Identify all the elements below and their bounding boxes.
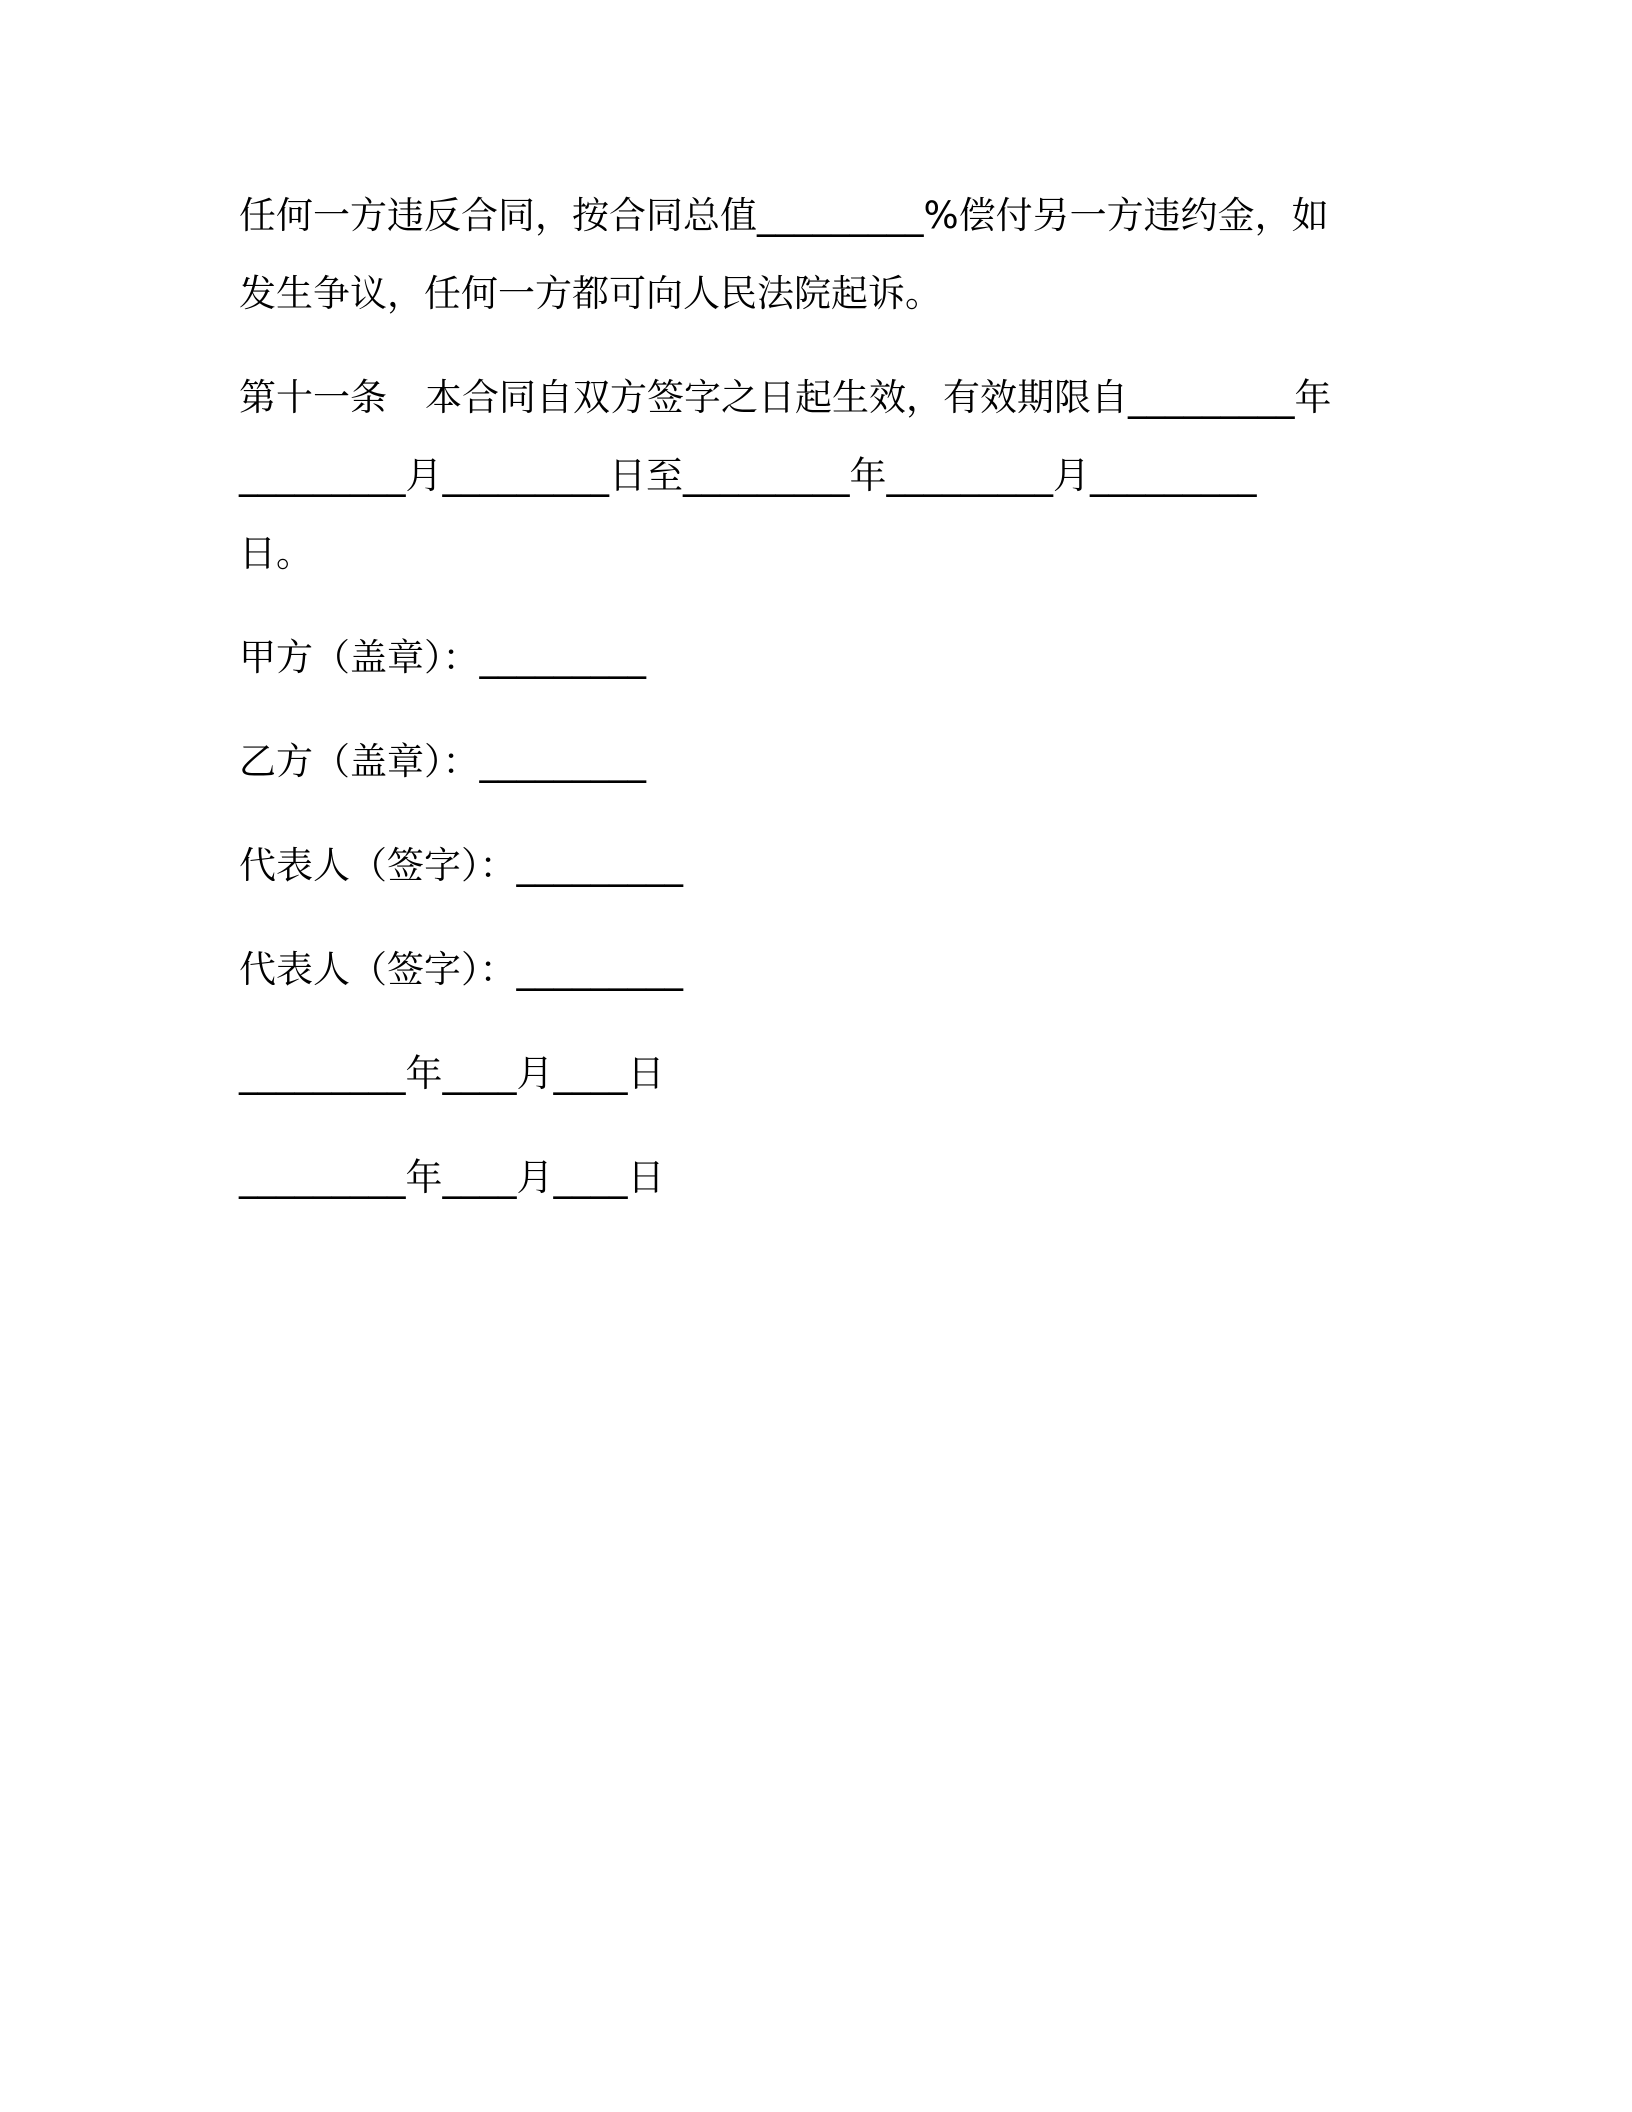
party-b-seal-field: 乙方（盖章）：_________ — [239, 740, 646, 783]
article-11-text: 本合同自双方签字之日起生效，有效期限自_________年 — [425, 376, 1332, 419]
article-11-line-1 — [239, 376, 1332, 419]
article-11-line-3: 日。 — [239, 532, 313, 575]
article-11-number: 第十一条 — [239, 376, 387, 419]
article-10-line-1: 任何一方违反合同，按合同总值_________%偿付另一方违约金，如 — [239, 194, 1329, 237]
representative-a-signature-field: 代表人（签字）：_________ — [239, 844, 683, 887]
representative-b-signature-field: 代表人（签字）：_________ — [239, 948, 683, 991]
party-a-seal-field: 甲方（盖章）：_________ — [239, 636, 646, 679]
article-11-line-2: _________月_________日至_________年_________月_________ — [239, 454, 1257, 497]
date-field-a: _________年____月____日 — [239, 1052, 665, 1095]
article-10-line-2: 发生争议，任何一方都可向人民法院起诉。 — [239, 272, 942, 315]
date-field-b: _________年____月____日 — [239, 1156, 665, 1199]
